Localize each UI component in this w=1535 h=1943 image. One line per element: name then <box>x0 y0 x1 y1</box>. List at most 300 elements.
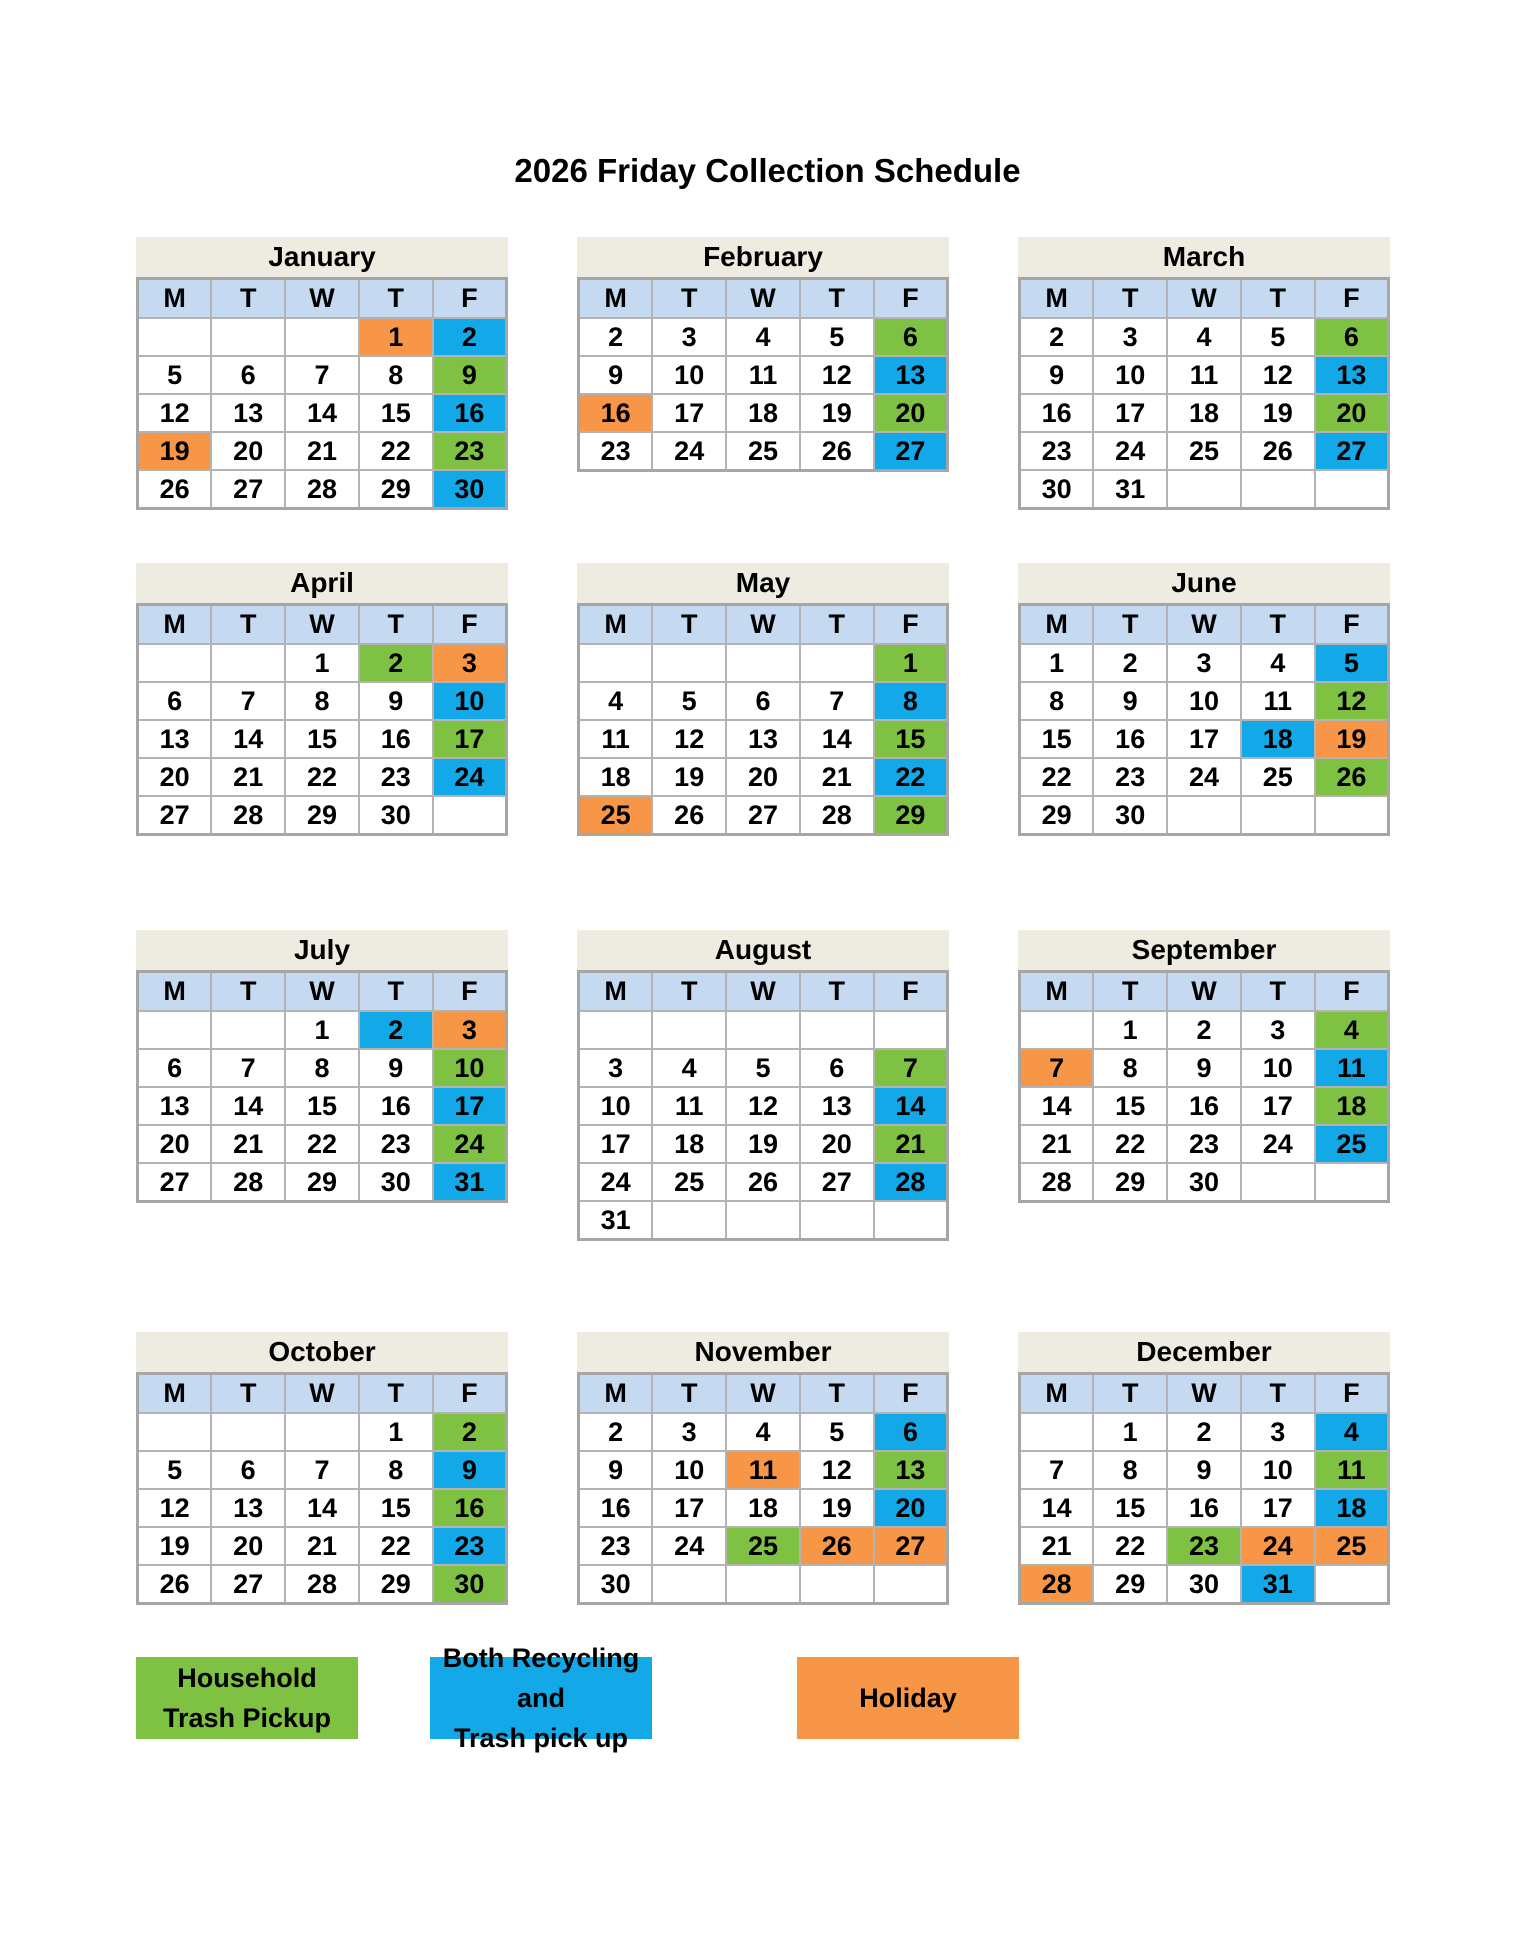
day-cell: 8 <box>874 682 948 720</box>
day-cell: 31 <box>1241 1565 1315 1604</box>
legend-orange <box>797 1657 1019 1739</box>
empty-day-cell <box>800 1201 874 1240</box>
day-cell: 28 <box>211 1163 285 1202</box>
day-cell: 25 <box>726 1527 800 1565</box>
weekday-header-row <box>138 605 507 645</box>
weekday-header: T <box>1241 605 1315 645</box>
weekday-header-row <box>1020 279 1389 319</box>
weekday-header: T <box>652 1374 726 1414</box>
day-cell: 11 <box>726 356 800 394</box>
day-cell: 5 <box>1315 644 1389 682</box>
day-cell: 14 <box>211 1087 285 1125</box>
day-cell: 26 <box>138 470 212 509</box>
weekday-header: W <box>285 972 359 1012</box>
day-cell: 29 <box>874 796 948 835</box>
week-row <box>138 394 507 432</box>
weekday-header: T <box>211 972 285 1012</box>
day-cell: 3 <box>1167 644 1241 682</box>
month-may <box>577 563 949 836</box>
weekday-header: M <box>579 1374 653 1414</box>
week-row <box>138 1125 507 1163</box>
day-cell: 1 <box>285 1011 359 1049</box>
week-row <box>138 318 507 356</box>
day-cell: 5 <box>800 318 874 356</box>
day-cell: 18 <box>652 1125 726 1163</box>
week-row <box>138 796 507 835</box>
week-row <box>579 1087 948 1125</box>
day-cell: 15 <box>1093 1087 1167 1125</box>
empty-day-cell <box>211 1011 285 1049</box>
day-cell: 6 <box>800 1049 874 1087</box>
week-row <box>1020 1489 1389 1527</box>
empty-day-cell <box>800 1565 874 1604</box>
empty-day-cell <box>1241 470 1315 509</box>
week-row <box>138 356 507 394</box>
weekday-header-row <box>579 972 948 1012</box>
weekday-header-row <box>579 605 948 645</box>
day-cell: 25 <box>1241 758 1315 796</box>
day-cell: 12 <box>726 1087 800 1125</box>
week-row <box>579 1489 948 1527</box>
day-cell: 14 <box>211 720 285 758</box>
day-cell: 18 <box>1241 720 1315 758</box>
month-january <box>136 237 508 510</box>
day-cell: 16 <box>1020 394 1094 432</box>
day-cell: 27 <box>726 796 800 835</box>
month-grid <box>577 1372 949 1605</box>
weekday-header: W <box>726 1374 800 1414</box>
day-cell: 27 <box>138 796 212 835</box>
weekday-header: F <box>433 279 507 319</box>
day-cell: 20 <box>1315 394 1389 432</box>
day-cell: 10 <box>1167 682 1241 720</box>
day-cell: 10 <box>652 1451 726 1489</box>
day-cell: 4 <box>726 1413 800 1451</box>
day-cell: 23 <box>579 432 653 471</box>
day-cell: 15 <box>285 1087 359 1125</box>
week-row <box>579 682 948 720</box>
weekday-header: T <box>359 1374 433 1414</box>
day-cell: 23 <box>1093 758 1167 796</box>
month-name: July <box>136 930 508 970</box>
week-row <box>1020 1011 1389 1049</box>
day-cell: 8 <box>1093 1049 1167 1087</box>
day-cell: 14 <box>285 394 359 432</box>
day-cell: 5 <box>138 356 212 394</box>
day-cell: 9 <box>579 1451 653 1489</box>
month-name: April <box>136 563 508 603</box>
day-cell: 1 <box>874 644 948 682</box>
day-cell: 8 <box>1020 682 1094 720</box>
day-cell: 26 <box>726 1163 800 1201</box>
day-cell: 10 <box>652 356 726 394</box>
day-cell: 23 <box>1167 1527 1241 1565</box>
week-row <box>1020 644 1389 682</box>
day-cell: 25 <box>579 796 653 835</box>
weekday-header: W <box>285 279 359 319</box>
day-cell: 4 <box>652 1049 726 1087</box>
day-cell: 10 <box>1093 356 1167 394</box>
day-cell: 1 <box>1020 644 1094 682</box>
weekday-header-row <box>138 972 507 1012</box>
day-cell: 2 <box>1020 318 1094 356</box>
day-cell: 16 <box>579 394 653 432</box>
week-row <box>138 1163 507 1202</box>
weekday-header-row <box>579 1374 948 1414</box>
day-cell: 22 <box>1020 758 1094 796</box>
month-name: November <box>577 1332 949 1372</box>
legend-label: Holiday <box>859 1683 957 1713</box>
day-cell: 22 <box>1093 1527 1167 1565</box>
weekday-header-row <box>1020 1374 1389 1414</box>
day-cell: 28 <box>1020 1163 1094 1202</box>
weekday-header: M <box>579 972 653 1012</box>
day-cell: 20 <box>874 1489 948 1527</box>
day-cell: 3 <box>1241 1413 1315 1451</box>
day-cell: 13 <box>138 1087 212 1125</box>
day-cell: 17 <box>652 394 726 432</box>
weekday-header: T <box>1241 972 1315 1012</box>
weekday-header: F <box>433 605 507 645</box>
empty-day-cell <box>579 1011 653 1049</box>
week-row <box>1020 1087 1389 1125</box>
weekday-header: T <box>652 972 726 1012</box>
week-row <box>1020 432 1389 470</box>
weekday-header: F <box>1315 279 1389 319</box>
day-cell: 13 <box>726 720 800 758</box>
weekday-header: T <box>1093 972 1167 1012</box>
day-cell: 19 <box>800 1489 874 1527</box>
week-row <box>138 1413 507 1451</box>
weekday-header: W <box>285 1374 359 1414</box>
weekday-header: T <box>1093 279 1167 319</box>
day-cell: 3 <box>433 1011 507 1049</box>
weekday-header: F <box>874 605 948 645</box>
empty-day-cell <box>138 1011 212 1049</box>
day-cell: 3 <box>652 1413 726 1451</box>
day-cell: 29 <box>1093 1163 1167 1202</box>
day-cell: 27 <box>138 1163 212 1202</box>
day-cell: 25 <box>1167 432 1241 470</box>
day-cell: 25 <box>1315 1527 1389 1565</box>
weekday-header: T <box>800 605 874 645</box>
day-cell: 26 <box>138 1565 212 1604</box>
day-cell: 4 <box>579 682 653 720</box>
day-cell: 17 <box>1093 394 1167 432</box>
month-name: September <box>1018 930 1390 970</box>
weekday-header-row <box>138 279 507 319</box>
empty-day-cell <box>800 644 874 682</box>
day-cell: 12 <box>1241 356 1315 394</box>
day-cell: 24 <box>579 1163 653 1201</box>
day-cell: 2 <box>1167 1011 1241 1049</box>
day-cell: 30 <box>1020 470 1094 509</box>
day-cell: 11 <box>579 720 653 758</box>
page-title: 2026 Friday Collection Schedule <box>514 152 1021 189</box>
day-cell: 22 <box>359 432 433 470</box>
day-cell: 31 <box>1093 470 1167 509</box>
week-row <box>579 758 948 796</box>
day-cell: 21 <box>1020 1125 1094 1163</box>
empty-day-cell <box>726 1565 800 1604</box>
day-cell: 2 <box>579 1413 653 1451</box>
day-cell: 11 <box>1241 682 1315 720</box>
day-cell: 10 <box>579 1087 653 1125</box>
day-cell: 18 <box>1167 394 1241 432</box>
month-grid <box>1018 603 1390 836</box>
weekday-header: T <box>652 605 726 645</box>
day-cell: 20 <box>726 758 800 796</box>
week-row <box>1020 318 1389 356</box>
day-cell: 24 <box>1241 1125 1315 1163</box>
day-cell: 29 <box>285 796 359 835</box>
month-name: October <box>136 1332 508 1372</box>
week-row <box>138 1049 507 1087</box>
day-cell: 18 <box>1315 1087 1389 1125</box>
empty-day-cell <box>874 1011 948 1049</box>
day-cell: 24 <box>1167 758 1241 796</box>
day-cell: 12 <box>800 356 874 394</box>
day-cell: 22 <box>1093 1125 1167 1163</box>
day-cell: 7 <box>1020 1451 1094 1489</box>
empty-day-cell <box>1020 1413 1094 1451</box>
day-cell: 3 <box>579 1049 653 1087</box>
empty-day-cell <box>433 796 507 835</box>
empty-day-cell <box>652 1011 726 1049</box>
day-cell: 9 <box>359 682 433 720</box>
day-cell: 7 <box>211 682 285 720</box>
day-cell: 13 <box>874 356 948 394</box>
month-grid <box>136 1372 508 1605</box>
week-row <box>1020 758 1389 796</box>
empty-day-cell <box>1167 470 1241 509</box>
week-row <box>1020 1451 1389 1489</box>
week-row <box>138 682 507 720</box>
day-cell: 12 <box>1315 682 1389 720</box>
day-cell: 28 <box>285 1565 359 1604</box>
weekday-header: T <box>800 1374 874 1414</box>
weekday-header: F <box>1315 605 1389 645</box>
month-name: January <box>136 237 508 277</box>
day-cell: 2 <box>1093 644 1167 682</box>
day-cell: 15 <box>1093 1489 1167 1527</box>
day-cell: 20 <box>800 1125 874 1163</box>
day-cell: 27 <box>874 432 948 471</box>
day-cell: 22 <box>874 758 948 796</box>
day-cell: 12 <box>800 1451 874 1489</box>
day-cell: 4 <box>1315 1011 1389 1049</box>
day-cell: 1 <box>1093 1011 1167 1049</box>
week-row <box>1020 1125 1389 1163</box>
day-cell: 26 <box>652 796 726 835</box>
day-cell: 15 <box>285 720 359 758</box>
weekday-header: T <box>1093 1374 1167 1414</box>
day-cell: 18 <box>1315 1489 1389 1527</box>
day-cell: 10 <box>433 1049 507 1087</box>
day-cell: 7 <box>285 1451 359 1489</box>
day-cell: 1 <box>359 318 433 356</box>
day-cell: 4 <box>1241 644 1315 682</box>
day-cell: 29 <box>359 1565 433 1604</box>
weekday-header: F <box>433 972 507 1012</box>
month-name: December <box>1018 1332 1390 1372</box>
month-grid <box>1018 970 1390 1203</box>
month-september <box>1018 930 1390 1203</box>
day-cell: 8 <box>1093 1451 1167 1489</box>
day-cell: 2 <box>359 644 433 682</box>
week-row <box>138 470 507 509</box>
empty-day-cell <box>1241 796 1315 835</box>
day-cell: 27 <box>211 470 285 509</box>
empty-day-cell <box>1241 1163 1315 1202</box>
month-name: August <box>577 930 949 970</box>
week-row <box>579 1565 948 1604</box>
weekday-header: T <box>359 972 433 1012</box>
month-grid <box>136 277 508 510</box>
day-cell: 15 <box>1020 720 1094 758</box>
day-cell: 5 <box>800 1413 874 1451</box>
day-cell: 21 <box>211 1125 285 1163</box>
day-cell: 19 <box>726 1125 800 1163</box>
day-cell: 18 <box>726 1489 800 1527</box>
day-cell: 10 <box>1241 1451 1315 1489</box>
day-cell: 6 <box>874 318 948 356</box>
day-cell: 17 <box>1167 720 1241 758</box>
day-cell: 25 <box>652 1163 726 1201</box>
day-cell: 29 <box>1093 1565 1167 1604</box>
day-cell: 6 <box>874 1413 948 1451</box>
weekday-header: F <box>1315 972 1389 1012</box>
day-cell: 3 <box>652 318 726 356</box>
month-grid <box>1018 277 1390 510</box>
day-cell: 28 <box>211 796 285 835</box>
week-row <box>579 796 948 835</box>
day-cell: 29 <box>1020 796 1094 835</box>
week-row <box>579 394 948 432</box>
weekday-header: T <box>1093 605 1167 645</box>
day-cell: 21 <box>1020 1527 1094 1565</box>
day-cell: 4 <box>726 318 800 356</box>
day-cell: 12 <box>652 720 726 758</box>
day-cell: 12 <box>138 394 212 432</box>
month-april <box>136 563 508 836</box>
weekday-header: M <box>138 279 212 319</box>
day-cell: 27 <box>1315 432 1389 470</box>
day-cell: 22 <box>285 1125 359 1163</box>
day-cell: 17 <box>433 720 507 758</box>
day-cell: 28 <box>874 1163 948 1201</box>
day-cell: 5 <box>1241 318 1315 356</box>
week-row <box>1020 682 1389 720</box>
weekday-header: T <box>800 972 874 1012</box>
weekday-header: M <box>579 279 653 319</box>
weekday-header: T <box>1241 279 1315 319</box>
legend-label: Household <box>177 1663 317 1693</box>
week-row <box>138 1011 507 1049</box>
day-cell: 9 <box>1020 356 1094 394</box>
week-row <box>138 432 507 470</box>
empty-day-cell <box>285 1413 359 1451</box>
week-row <box>138 1565 507 1604</box>
day-cell: 12 <box>138 1489 212 1527</box>
day-cell: 30 <box>433 470 507 509</box>
weekday-header: T <box>359 605 433 645</box>
weekday-header: T <box>1241 1374 1315 1414</box>
day-cell: 9 <box>433 356 507 394</box>
day-cell: 6 <box>138 682 212 720</box>
day-cell: 20 <box>211 432 285 470</box>
week-row <box>1020 796 1389 835</box>
week-row <box>579 720 948 758</box>
empty-day-cell <box>1315 796 1389 835</box>
day-cell: 23 <box>1167 1125 1241 1163</box>
week-row <box>579 1049 948 1087</box>
day-cell: 14 <box>874 1087 948 1125</box>
day-cell: 16 <box>1167 1489 1241 1527</box>
month-july <box>136 930 508 1203</box>
week-row <box>1020 720 1389 758</box>
day-cell: 18 <box>726 394 800 432</box>
day-cell: 9 <box>359 1049 433 1087</box>
empty-day-cell <box>1315 470 1389 509</box>
day-cell: 5 <box>138 1451 212 1489</box>
day-cell: 23 <box>359 1125 433 1163</box>
day-cell: 21 <box>211 758 285 796</box>
legend-green <box>136 1657 358 1739</box>
empty-day-cell <box>1315 1163 1389 1202</box>
empty-day-cell <box>138 318 212 356</box>
empty-day-cell <box>1167 796 1241 835</box>
day-cell: 15 <box>874 720 948 758</box>
empty-day-cell <box>211 644 285 682</box>
empty-day-cell <box>726 644 800 682</box>
day-cell: 2 <box>359 1011 433 1049</box>
month-name: March <box>1018 237 1390 277</box>
day-cell: 1 <box>359 1413 433 1451</box>
day-cell: 23 <box>1020 432 1094 470</box>
weekday-header: T <box>800 279 874 319</box>
day-cell: 21 <box>874 1125 948 1163</box>
month-grid <box>136 603 508 836</box>
month-name: June <box>1018 563 1390 603</box>
day-cell: 30 <box>1093 796 1167 835</box>
day-cell: 27 <box>800 1163 874 1201</box>
weekday-header-row <box>1020 605 1389 645</box>
week-row <box>1020 1413 1389 1451</box>
day-cell: 26 <box>800 432 874 471</box>
empty-day-cell <box>652 1201 726 1240</box>
week-row <box>579 432 948 471</box>
weekday-header: T <box>652 279 726 319</box>
day-cell: 23 <box>433 432 507 470</box>
day-cell: 11 <box>652 1087 726 1125</box>
week-row <box>1020 1049 1389 1087</box>
day-cell: 30 <box>433 1565 507 1604</box>
day-cell: 3 <box>1241 1011 1315 1049</box>
day-cell: 8 <box>359 356 433 394</box>
day-cell: 21 <box>800 758 874 796</box>
empty-day-cell <box>1020 1011 1094 1049</box>
week-row <box>138 758 507 796</box>
empty-day-cell <box>211 318 285 356</box>
weekday-header: F <box>874 1374 948 1414</box>
month-name: February <box>577 237 949 277</box>
empty-day-cell <box>652 1565 726 1604</box>
week-row <box>579 318 948 356</box>
day-cell: 30 <box>1167 1565 1241 1604</box>
week-row <box>579 356 948 394</box>
day-cell: 16 <box>1167 1087 1241 1125</box>
